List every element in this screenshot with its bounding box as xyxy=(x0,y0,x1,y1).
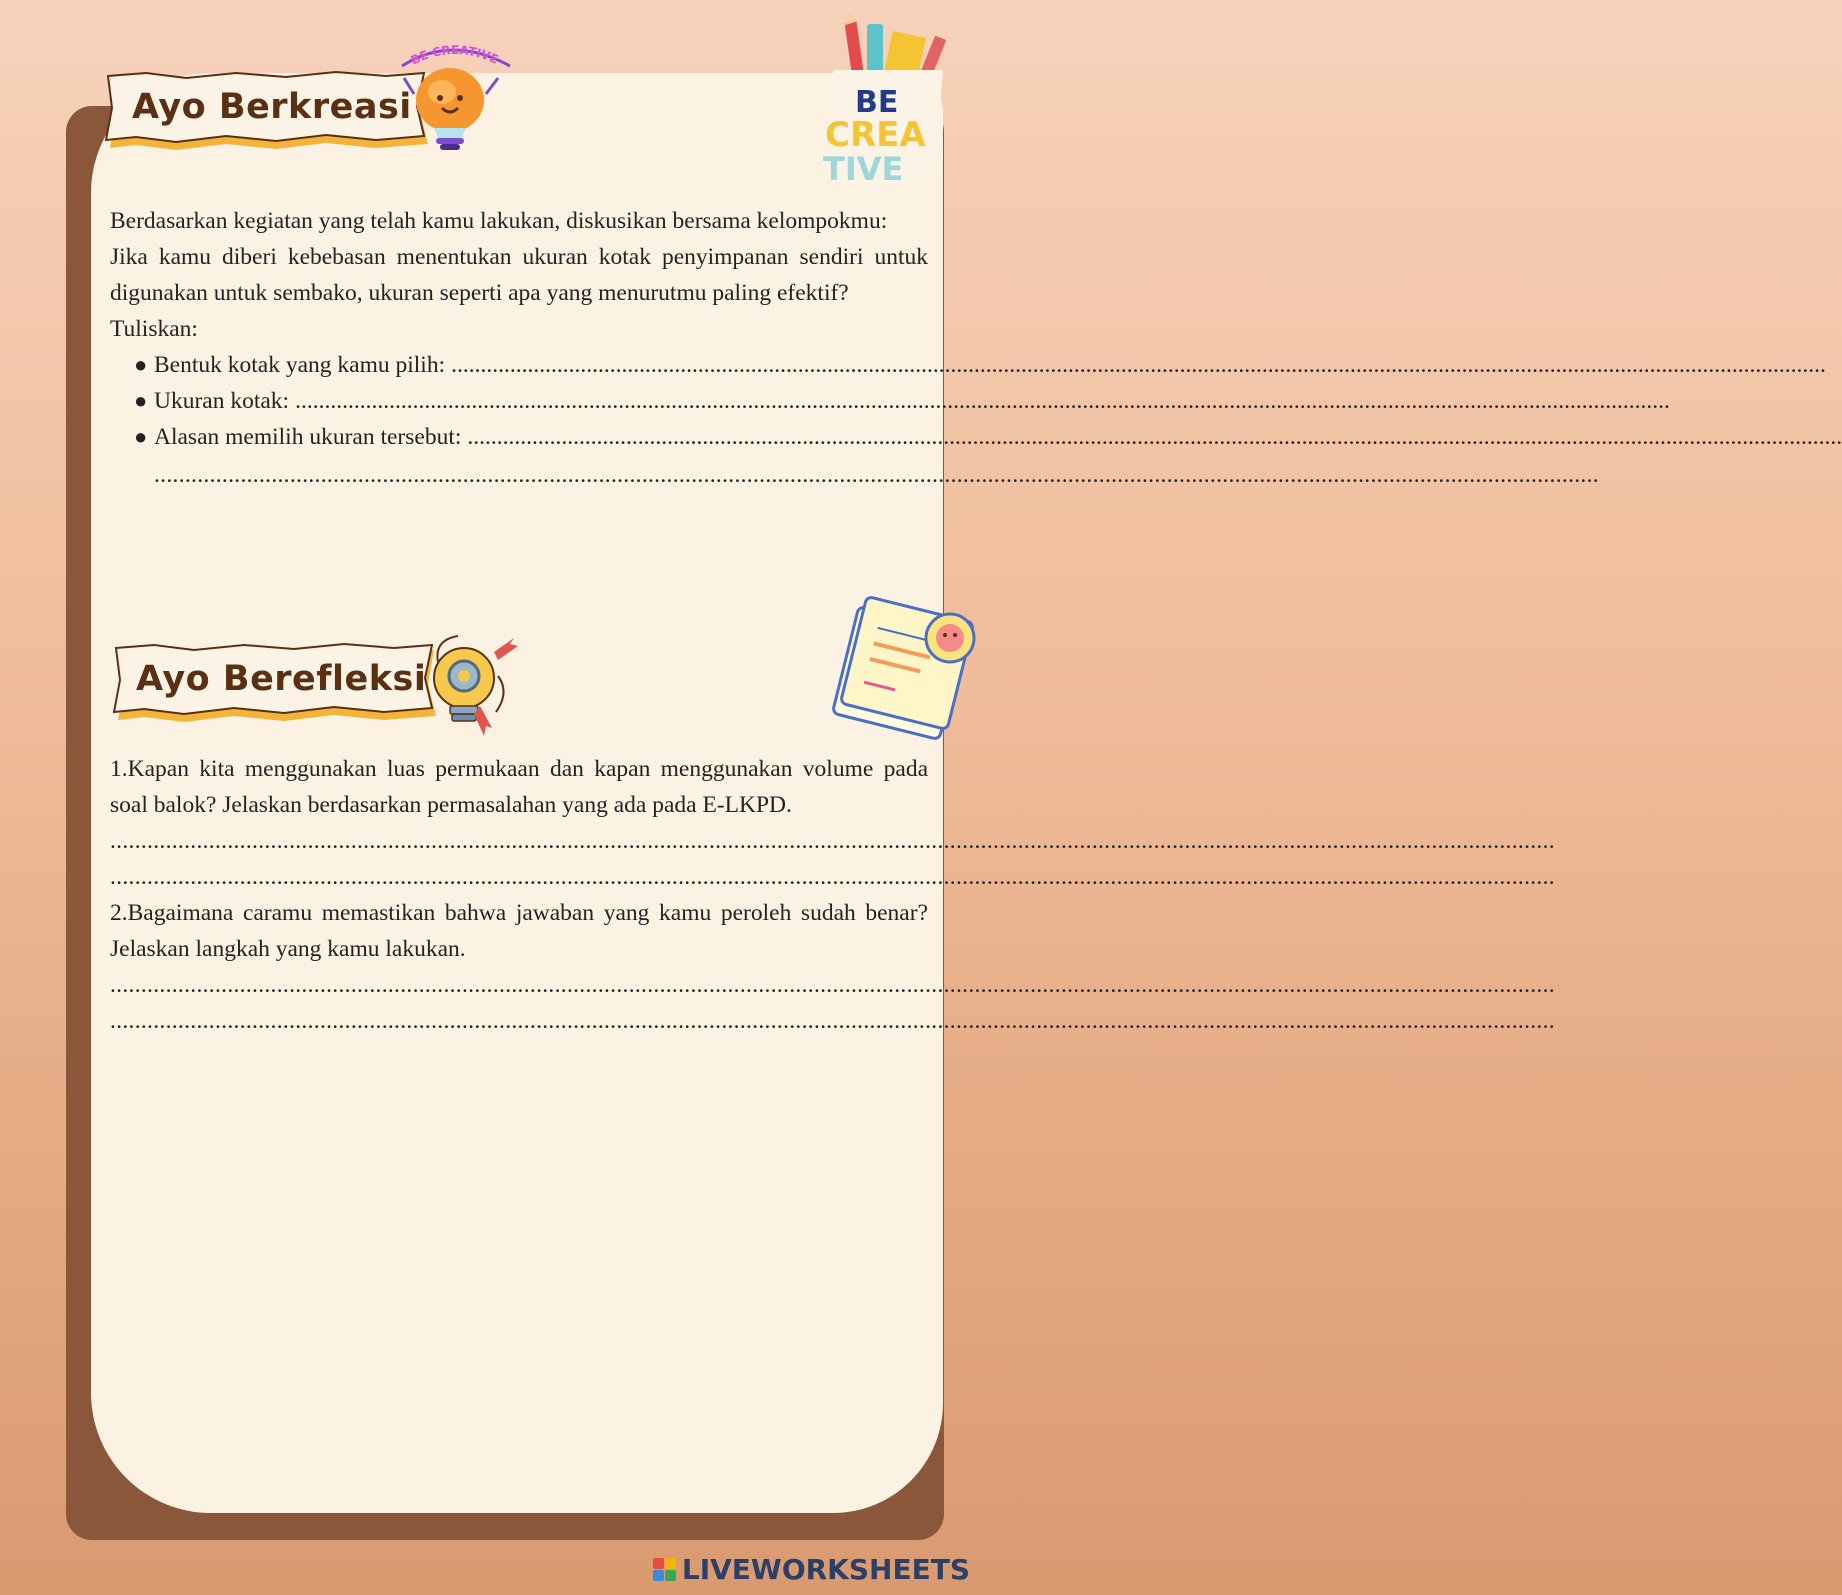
bullet-label: Alasan memilih ukuran tersebut: xyxy=(154,424,462,450)
cup-word-crea: CREA xyxy=(825,115,926,155)
dot-fill: .......................................................................................................................................................................................................................................... xyxy=(110,828,1555,854)
cup-word-be: BE xyxy=(855,85,899,120)
berkreasi-content xyxy=(110,203,1842,493)
berefleksi-content xyxy=(110,751,1555,1039)
answer-dotted-line[interactable] xyxy=(110,823,1555,859)
list-item xyxy=(110,419,1842,455)
question-text: Jika kamu diberi kebebasan menentukan ukuran kotak penyimpanan sendiri untuk digunakan untuk sembako, ukuran seperti apa yang menurutmu paling efektif? xyxy=(110,244,928,306)
brand-name: LIVEWORKSHEETS xyxy=(681,1552,970,1586)
dot-fill: .......................................................................................................................................................................................................................................... xyxy=(110,1008,1555,1034)
liveworksheets-logo xyxy=(653,1551,970,1587)
section-title-berkreasi: Ayo Berkreasi xyxy=(132,87,412,127)
list-item xyxy=(110,347,1826,383)
gear-lightbulb-icon xyxy=(424,632,524,740)
pencil-cup-icon xyxy=(805,14,965,196)
answer-dotted-line[interactable]: .......................................................................................................................................................................................................................................... xyxy=(295,388,1670,414)
bullet-label: Bentuk kotak yang kamu pilih: xyxy=(154,352,446,378)
answer-dotted-line[interactable] xyxy=(110,1003,1555,1039)
dot-fill: .......................................................................................................................................................................................................................................... xyxy=(110,864,1555,890)
section-banner-berefleksi xyxy=(114,644,444,726)
liveworksheets-mark-icon xyxy=(653,1558,676,1581)
reflection-question-2: 2.Bagaimana caramu memastikan bahwa jawaban yang kamu peroleh sudah benar?Jelaskan langkah yang kamu lakukan. xyxy=(110,900,928,962)
intro-text: Berdasarkan kegiatan yang telah kamu lakukan, diskusikan bersama kelompokmu: xyxy=(110,208,888,234)
list-item xyxy=(110,383,1670,419)
instruction-text: Tuliskan: xyxy=(110,316,198,342)
answer-dotted-line[interactable] xyxy=(110,967,1555,1003)
cup-word-tive: TIVE xyxy=(823,150,904,188)
svg-text:BE CREATIVE xyxy=(408,43,500,68)
bullet-label: Ukuran kotak: xyxy=(154,388,290,414)
reflection-question-1: 1.Kapan kita menggunakan luas permukaan dan kapan menggunakan volume pada soal balok? Jelaskan berdasarkan permasalahan yang ada pada E-LKPD. xyxy=(110,756,928,818)
bullet-icon: ● xyxy=(134,352,148,377)
lightbulb-creative-icon xyxy=(392,38,522,156)
bullet-icon: ● xyxy=(134,388,148,413)
answer-dotted-line-continued[interactable] xyxy=(110,457,1599,493)
letter-note-icon xyxy=(832,596,990,748)
be-creative-sticker-text: BE CREATIVE xyxy=(408,42,501,68)
section-title-berefleksi: Ayo Berefleksi xyxy=(136,659,427,699)
answer-dotted-line[interactable]: .......................................................................................................................................................................................................................................... xyxy=(451,352,1826,378)
answer-dotted-line[interactable] xyxy=(110,859,1555,895)
section-banner-berkreasi xyxy=(106,72,436,154)
dot-fill: .......................................................................................................................................................................................................................................... xyxy=(154,462,1599,488)
bullet-icon: ● xyxy=(134,424,148,449)
dot-fill: .......................................................................................................................................................................................................................................... xyxy=(110,972,1555,998)
answer-dotted-line[interactable]: .......................................................................................................................................................................................................................................... xyxy=(467,424,1842,450)
